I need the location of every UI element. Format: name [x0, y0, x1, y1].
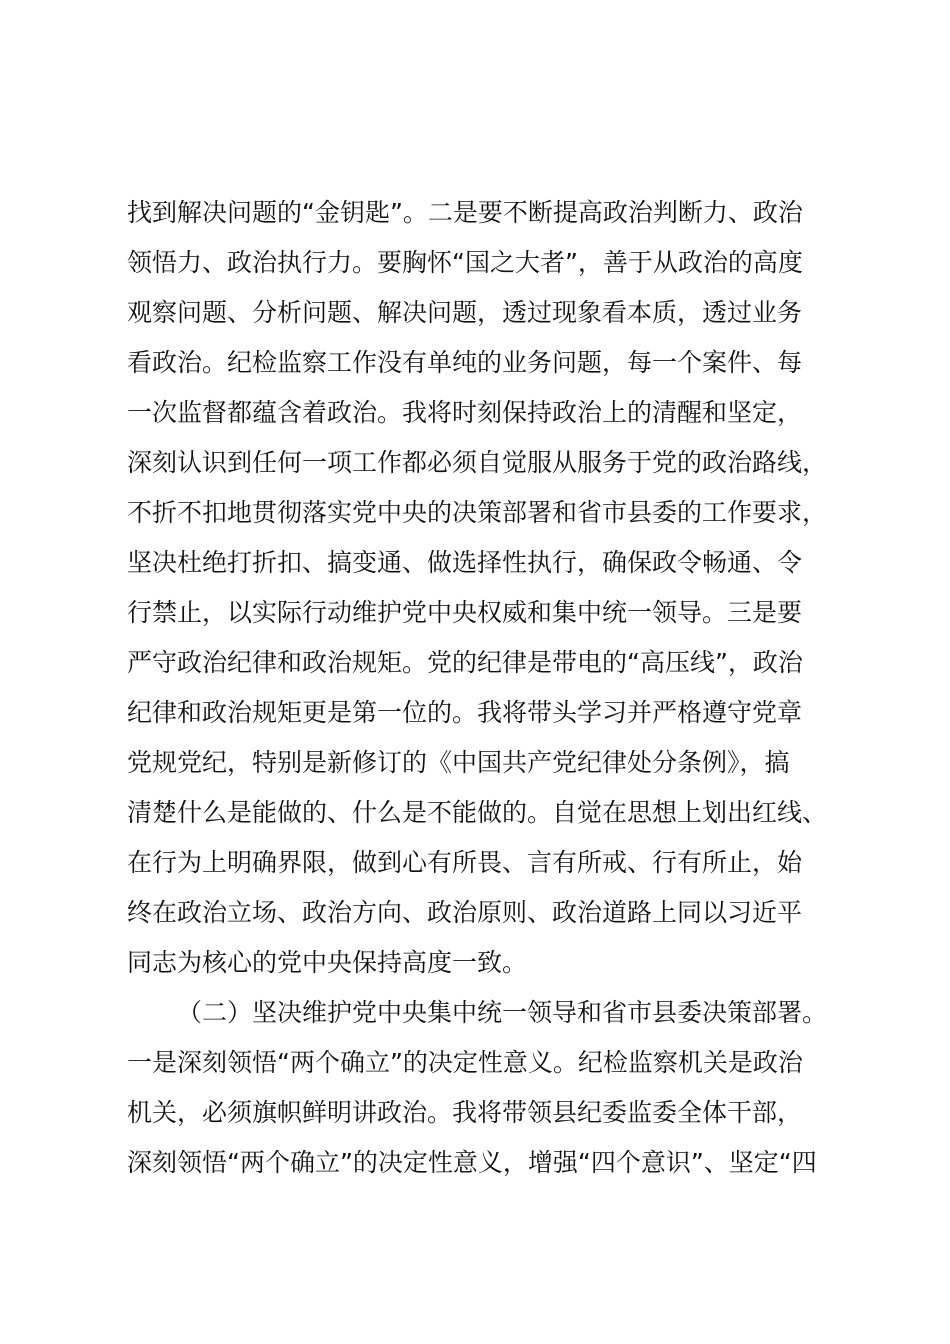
text-line: 清楚什么是能做的、什么是不能做的。自觉在思想上划出红线、 — [127, 798, 828, 827]
text-line: 领悟力、政治执行力。要胸怀“国之大者”，善于从政治的高度 — [127, 248, 803, 277]
text-line: 深刻领悟“两个确立”的决定性意义，增强“四个意识”、坚定“四 — [127, 1148, 817, 1177]
text-line: 一是深刻领悟“两个确立”的决定性意义。纪检监察机关是政治 — [127, 1048, 803, 1077]
text-line: 不折不扣地贯彻落实党中央的决策部署和省市县委的工作要求， — [127, 498, 828, 527]
paragraph-1 — [127, 188, 847, 988]
text-line: 同志为核心的党中央保持高度一致。 — [127, 948, 528, 977]
text-line: 纪律和政治规矩更是第一位的。我将带头学习并严格遵守党章 — [127, 698, 803, 727]
text-line: 观察问题、分析问题、解决问题，透过现象看本质，透过业务 — [127, 298, 803, 327]
text-line: 严守政治纪律和政治规矩。党的纪律是带电的“高压线”，政治 — [127, 648, 803, 677]
paragraph-2 — [127, 988, 847, 1188]
text-line: 党规党纪，特别是新修订的《中国共产党纪律处分条例》，搞 — [127, 748, 790, 777]
text-line: 行禁止，以实际行动维护党中央权威和集中统一领导。三是要 — [127, 598, 803, 627]
text-line: 深刻认识到任何一项工作都必须自觉服从服务于党的政治路线， — [127, 448, 828, 477]
text-line: 在行为上明确界限，做到心有所畏、言有所戒、行有所止，始 — [127, 848, 803, 877]
text-line: 找到解决问题的“金钥匙”。二是要不断提高政治判断力、政治 — [127, 198, 803, 227]
section-heading-line: （二）坚决维护党中央集中统一领导和省市县委决策部署。 — [177, 998, 828, 1027]
text-line: 一次监督都蕴含着政治。我将时刻保持政治上的清醒和坚定， — [127, 398, 803, 427]
text-line: 终在政治立场、政治方向、政治原则、政治道路上同以习近平 — [127, 898, 803, 927]
text-line: 看政治。纪检监察工作没有单纯的业务问题，每一个案件、每 — [127, 348, 803, 377]
text-line: 机关，必须旗帜鲜明讲政治。我将带领县纪委监委全体干部， — [127, 1098, 803, 1127]
text-line: 坚决杜绝打折扣、搞变通、做选择性执行，确保政令畅通、令 — [127, 548, 803, 577]
